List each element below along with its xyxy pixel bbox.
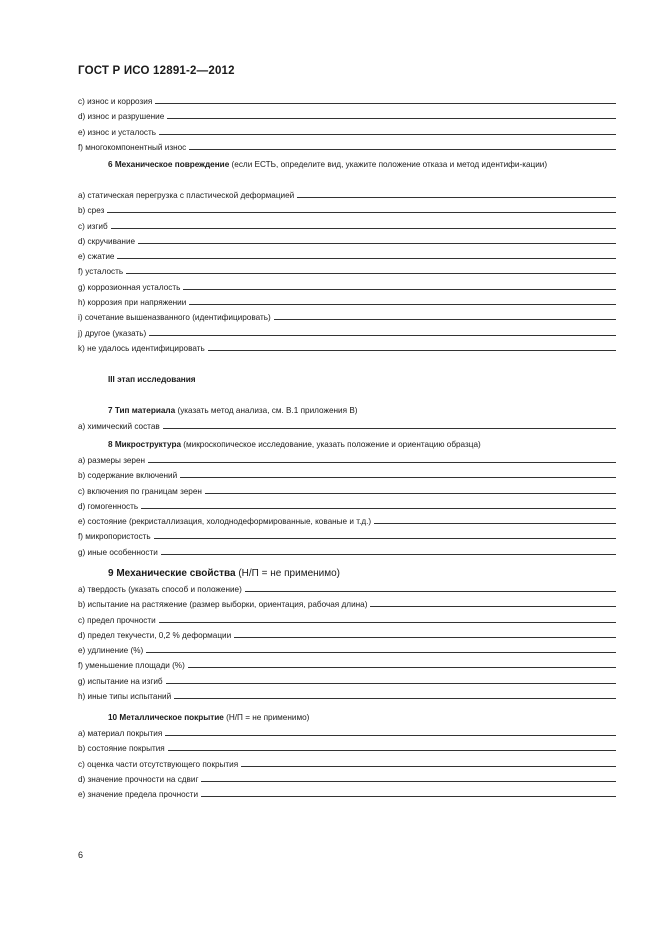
list-item: e) удлинение (%) [78, 642, 616, 657]
stage-title: III этап исследования [108, 375, 196, 384]
answer-line[interactable] [165, 725, 616, 736]
list-item: d) скручивание [78, 233, 616, 248]
list-item: i) сочетание вышеназванного (идентифицировать) [78, 309, 616, 324]
stage-3 [78, 375, 616, 384]
list-item: a) размеры зерен [78, 452, 616, 467]
list-item: f) уменьшение площади (%) [78, 657, 616, 672]
answer-line[interactable] [146, 642, 616, 653]
list-item: b) испытание на растяжение (размер выборки, ориентация, рабочая длина) [78, 596, 616, 611]
list-item: k) не удалось идентифицировать [78, 340, 616, 355]
answer-line[interactable] [163, 418, 616, 429]
list-item: f) многокомпонентный износ [78, 139, 616, 154]
list-item: b) содержание включений [78, 467, 616, 482]
section-7-heading: 7 Тип материала (указать метод анализа, см. В.1 приложения В) [108, 406, 358, 415]
list-item: b) состояние покрытия [78, 740, 616, 755]
document-header: ГОСТ Р ИСО 12891-2—2012 [78, 65, 235, 77]
section-6-heading: 6 Механическое повреждение (если ЕСТЬ, определите вид, укажите положение отказа и метод идентифи-кации) [108, 160, 548, 169]
list-item: c) износ и коррозия [78, 93, 616, 108]
answer-line[interactable] [208, 340, 616, 351]
section-9 [78, 566, 616, 703]
list-item: g) коррозионная усталость [78, 279, 616, 294]
answer-line[interactable] [126, 263, 616, 274]
answer-line[interactable] [138, 233, 616, 244]
list-item: e) состояние (рекристаллизация, холоднодеформированные, кованые и т.д.) [78, 513, 616, 528]
answer-line[interactable] [159, 124, 616, 135]
answer-line[interactable] [189, 139, 616, 150]
answer-line[interactable] [188, 657, 616, 668]
list-item: a) твердость (указать способ и положение) [78, 581, 616, 596]
section-10 [78, 711, 616, 801]
answer-line[interactable] [241, 756, 616, 767]
page-number: 6 [78, 850, 84, 860]
list-item: d) предел текучести, 0,2 % деформации [78, 627, 616, 642]
list-item: f) усталость [78, 263, 616, 278]
answer-line[interactable] [201, 786, 616, 797]
answer-line[interactable] [274, 309, 616, 320]
answer-line[interactable] [180, 467, 616, 478]
section-7 [78, 404, 616, 433]
list-item: a) химический состав [78, 418, 616, 433]
list-item: d) износ и разрушение [78, 108, 616, 123]
answer-line[interactable] [107, 202, 616, 213]
section-8 [78, 438, 616, 559]
answer-line[interactable] [111, 218, 616, 229]
section-8-heading: 8 Микроструктура (микроскопическое исследование, указать положение и ориентацию образца) [108, 440, 481, 449]
list-item: j) другое (указать) [78, 325, 616, 340]
answer-line[interactable] [117, 248, 616, 259]
list-item: f) микропористость [78, 528, 616, 543]
answer-line[interactable] [148, 452, 616, 463]
list-item: g) иные особенности [78, 544, 616, 559]
section-9-heading: 9 Механические свойства (Н/П = не применимо) [108, 568, 341, 579]
answer-line[interactable] [205, 483, 616, 494]
list-item: h) иные типы испытаний [78, 688, 616, 703]
section-10-heading: 10 Металлическое покрытие (Н/П = не применимо) [108, 713, 310, 722]
answer-line[interactable] [167, 108, 616, 119]
list-item: e) износ и усталость [78, 124, 616, 139]
answer-line[interactable] [183, 279, 616, 290]
section-6-items [78, 187, 616, 355]
answer-line[interactable] [370, 596, 616, 607]
answer-line[interactable] [161, 544, 616, 555]
answer-line[interactable] [297, 187, 616, 198]
answer-line[interactable] [159, 612, 616, 623]
list-item: b) срез [78, 202, 616, 217]
list-item: e) значение предела прочности [78, 786, 616, 801]
list-item: a) статическая перегрузка с пластической деформацией [78, 187, 616, 202]
list-item: a) материал покрытия [78, 725, 616, 740]
list-item: e) сжатие [78, 248, 616, 263]
answer-line[interactable] [201, 771, 616, 782]
list-item: d) значение прочности на сдвиг [78, 771, 616, 786]
answer-line[interactable] [174, 688, 616, 699]
answer-line[interactable] [374, 513, 616, 524]
answer-line[interactable] [141, 498, 616, 509]
list-item: c) предел прочности [78, 612, 616, 627]
wear-items-group [78, 93, 616, 154]
list-item: h) коррозия при напряжении [78, 294, 616, 309]
answer-line[interactable] [154, 528, 616, 539]
list-item: g) испытание на изгиб [78, 673, 616, 688]
section-6 [78, 158, 616, 172]
answer-line[interactable] [245, 581, 616, 592]
answer-line[interactable] [168, 740, 616, 751]
answer-line[interactable] [189, 294, 616, 305]
answer-line[interactable] [155, 93, 616, 104]
answer-line[interactable] [149, 325, 616, 336]
list-item: c) оценка части отсутствующего покрытия [78, 756, 616, 771]
list-item: d) гомогенность [78, 498, 616, 513]
list-item: c) изгиб [78, 218, 616, 233]
answer-line[interactable] [234, 627, 616, 638]
list-item: c) включения по границам зерен [78, 483, 616, 498]
answer-line[interactable] [166, 673, 616, 684]
